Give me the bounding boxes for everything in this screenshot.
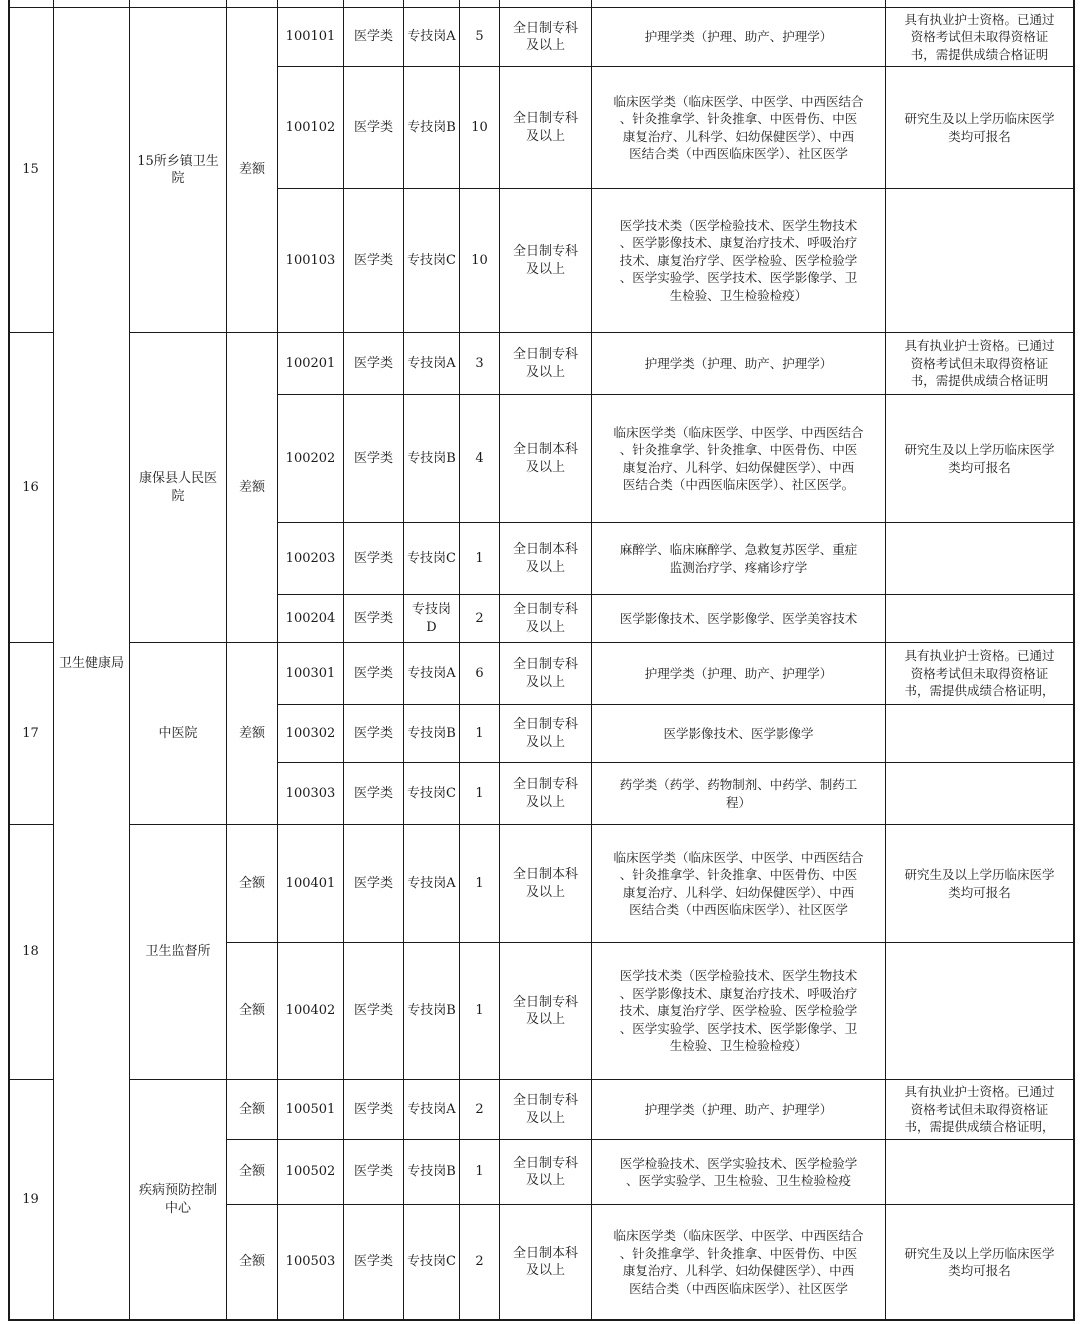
- category-cell: 医学类: [344, 705, 404, 763]
- serial-number-cell: 18: [8, 825, 54, 1080]
- post-code-cell: 100301: [278, 643, 344, 705]
- post-type-cell: 专技岗B: [404, 705, 460, 763]
- previous-row-stub: [54, 0, 130, 8]
- post-code-cell: 100102: [278, 67, 344, 189]
- major-cell: 医学技术类（医学检验技术、医学生物技术 、医学影像技术、康复治疗技术、呼吸治疗 技术、康复治疗学、医学检验、医学检验学 、医学实验学、医学技术、医学影像学、卫 生检验、卫生检验检疫）: [592, 943, 886, 1080]
- category-cell: 医学类: [344, 1080, 404, 1140]
- education-cell: 全日制本科 及以上: [500, 395, 592, 523]
- previous-row-stub: [130, 0, 227, 8]
- post-code-cell: 100204: [278, 595, 344, 643]
- funding-type-cell: 差额: [227, 643, 278, 825]
- major-cell: 药学类（药学、药物制剂、中药学、制药工 程）: [592, 763, 886, 825]
- education-cell: 全日制专科 及以上: [500, 189, 592, 333]
- funding-type-cell: 全额: [227, 1080, 278, 1140]
- department-cell: 卫生健康局: [54, 8, 130, 1320]
- headcount-cell: 1: [460, 763, 500, 825]
- major-cell: 临床医学类（临床医学、中医学、中西医结合 、针灸推拿学、针灸推拿、中医骨伤、中医 康复治疗、儿科学、妇幼保健医学）、中西 医结合类（中西医临床医学）、社区医学: [592, 67, 886, 189]
- previous-row-stub: [886, 0, 1074, 8]
- previous-row-stub: [8, 0, 54, 8]
- unit-name-cell: 中医院: [130, 643, 227, 825]
- headcount-cell: 4: [460, 395, 500, 523]
- post-code-cell: 100502: [278, 1140, 344, 1205]
- education-cell: 全日制专科 及以上: [500, 67, 592, 189]
- serial-number-cell: 16: [8, 333, 54, 643]
- remark-cell: [886, 763, 1074, 825]
- category-cell: 医学类: [344, 189, 404, 333]
- funding-type-cell: 全额: [227, 943, 278, 1080]
- post-type-cell: 专技岗C: [404, 1205, 460, 1320]
- previous-row-stub: [500, 0, 592, 8]
- education-cell: 全日制本科 及以上: [500, 1205, 592, 1320]
- major-cell: 护理学类（护理、助产、护理学）: [592, 1080, 886, 1140]
- remark-cell: 研究生及以上学历临床医学 类均可报名: [886, 395, 1074, 523]
- remark-cell: 研究生及以上学历临床医学 类均可报名: [886, 67, 1074, 189]
- headcount-cell: 1: [460, 705, 500, 763]
- serial-number-cell: 17: [8, 643, 54, 825]
- headcount-cell: 2: [460, 1205, 500, 1320]
- education-cell: 全日制专科 及以上: [500, 8, 592, 67]
- post-type-cell: 专技岗A: [404, 333, 460, 395]
- unit-name-cell: 15所乡镇卫生 院: [130, 8, 227, 333]
- education-cell: 全日制本科 及以上: [500, 523, 592, 595]
- remark-cell: 具有执业护士资格。已通过 资格考试但未取得资格证 书，需提供成绩合格证明，: [886, 1080, 1074, 1140]
- post-type-cell: 专技岗B: [404, 943, 460, 1080]
- funding-type-cell: 差额: [227, 333, 278, 643]
- post-code-cell: 100401: [278, 825, 344, 943]
- major-cell: 医学检验技术、医学实验技术、医学检验学 、医学实验学、卫生检验、卫生检验检疫: [592, 1140, 886, 1205]
- category-cell: 医学类: [344, 333, 404, 395]
- education-cell: 全日制专科 及以上: [500, 643, 592, 705]
- previous-row-stub: [592, 0, 886, 8]
- post-type-cell: 专技岗B: [404, 395, 460, 523]
- remark-cell: 研究生及以上学历临床医学 类均可报名: [886, 825, 1074, 943]
- post-type-cell: 专技岗A: [404, 825, 460, 943]
- major-cell: 护理学类（护理、助产、护理学）: [592, 8, 886, 67]
- education-cell: 全日制专科 及以上: [500, 705, 592, 763]
- headcount-cell: 6: [460, 643, 500, 705]
- remark-cell: [886, 705, 1074, 763]
- post-code-cell: 100201: [278, 333, 344, 395]
- major-cell: 临床医学类（临床医学、中医学、中西医结合 、针灸推拿学、针灸推拿、中医骨伤、中医 康复治疗、儿科学、妇幼保健医学）、中西 医结合类（中西医临床医学）、社区医学: [592, 1205, 886, 1320]
- post-code-cell: 100101: [278, 8, 344, 67]
- post-type-cell: 专技岗C: [404, 189, 460, 333]
- post-code-cell: 100303: [278, 763, 344, 825]
- category-cell: 医学类: [344, 763, 404, 825]
- unit-name-cell: 疾病预防控制 中心: [130, 1080, 227, 1320]
- post-type-cell: 专技岗B: [404, 67, 460, 189]
- post-type-cell: 专技岗A: [404, 643, 460, 705]
- remark-cell: [886, 189, 1074, 333]
- post-type-cell: 专技岗B: [404, 1140, 460, 1205]
- major-cell: 医学技术类（医学检验技术、医学生物技术 、医学影像技术、康复治疗技术、呼吸治疗 技术、康复治疗学、医学检验、医学检验学 、医学实验学、医学技术、医学影像学、卫 生检验、卫生检验检疫）: [592, 189, 886, 333]
- post-code-cell: 100203: [278, 523, 344, 595]
- education-cell: 全日制专科 及以上: [500, 333, 592, 395]
- remark-cell: [886, 943, 1074, 1080]
- category-cell: 医学类: [344, 1140, 404, 1205]
- category-cell: 医学类: [344, 595, 404, 643]
- remark-cell: 研究生及以上学历临床医学 类均可报名: [886, 1205, 1074, 1320]
- major-cell: 医学影像技术、医学影像学: [592, 705, 886, 763]
- remark-cell: [886, 595, 1074, 643]
- category-cell: 医学类: [344, 67, 404, 189]
- post-code-cell: 100503: [278, 1205, 344, 1320]
- post-code-cell: 100202: [278, 395, 344, 523]
- funding-type-cell: 全额: [227, 825, 278, 943]
- remark-cell: [886, 1140, 1074, 1205]
- unit-name-cell: 康保县人民医 院: [130, 333, 227, 643]
- education-cell: 全日制专科 及以上: [500, 1140, 592, 1205]
- category-cell: 医学类: [344, 1205, 404, 1320]
- post-type-cell: 专技岗C: [404, 763, 460, 825]
- major-cell: 护理学类（护理、助产、护理学）: [592, 333, 886, 395]
- category-cell: 医学类: [344, 8, 404, 67]
- remark-cell: 具有执业护士资格。已通过 资格考试但未取得资格证 书，需提供成绩合格证明: [886, 8, 1074, 67]
- previous-row-stub: [460, 0, 500, 8]
- previous-row-stub: [344, 0, 404, 8]
- funding-type-cell: 差额: [227, 8, 278, 333]
- category-cell: 医学类: [344, 943, 404, 1080]
- post-type-cell: 专技岗A: [404, 8, 460, 67]
- headcount-cell: 10: [460, 189, 500, 333]
- education-cell: 全日制专科 及以上: [500, 943, 592, 1080]
- funding-type-cell: 全额: [227, 1205, 278, 1320]
- post-type-cell: 专技岗D: [404, 595, 460, 643]
- headcount-cell: 1: [460, 943, 500, 1080]
- education-cell: 全日制专科 及以上: [500, 1080, 592, 1140]
- remark-cell: [886, 523, 1074, 595]
- major-cell: 临床医学类（临床医学、中医学、中西医结合 、针灸推拿学、针灸推拿、中医骨伤、中医 康复治疗、儿科学、妇幼保健医学）、中西 医结合类（中西医临床医学）、社区医学: [592, 825, 886, 943]
- headcount-cell: 3: [460, 333, 500, 395]
- category-cell: 医学类: [344, 825, 404, 943]
- major-cell: 临床医学类（临床医学、中医学、中西医结合 、针灸推拿学、针灸推拿、中医骨伤、中医 康复治疗、儿科学、妇幼保健医学）、中西 医结合类（中西医临床医学）、社区医学。: [592, 395, 886, 523]
- previous-row-stub: [278, 0, 344, 8]
- headcount-cell: 1: [460, 523, 500, 595]
- headcount-cell: 1: [460, 1140, 500, 1205]
- headcount-cell: 1: [460, 825, 500, 943]
- funding-type-cell: 全额: [227, 1140, 278, 1205]
- unit-name-cell: 卫生监督所: [130, 825, 227, 1080]
- remark-cell: 具有执业护士资格。已通过 资格考试但未取得资格证 书，需提供成绩合格证明: [886, 333, 1074, 395]
- serial-number-cell: 15: [8, 8, 54, 333]
- post-type-cell: 专技岗C: [404, 523, 460, 595]
- headcount-cell: 2: [460, 1080, 500, 1140]
- post-type-cell: 专技岗A: [404, 1080, 460, 1140]
- category-cell: 医学类: [344, 523, 404, 595]
- category-cell: 医学类: [344, 395, 404, 523]
- headcount-cell: 10: [460, 67, 500, 189]
- previous-row-stub: [227, 0, 278, 8]
- previous-row-stub: [404, 0, 460, 8]
- headcount-cell: 2: [460, 595, 500, 643]
- post-code-cell: 100103: [278, 189, 344, 333]
- category-cell: 医学类: [344, 643, 404, 705]
- major-cell: 护理学类（护理、助产、护理学）: [592, 643, 886, 705]
- post-code-cell: 100402: [278, 943, 344, 1080]
- education-cell: 全日制本科 及以上: [500, 825, 592, 943]
- education-cell: 全日制专科 及以上: [500, 595, 592, 643]
- headcount-cell: 5: [460, 8, 500, 67]
- post-code-cell: 100302: [278, 705, 344, 763]
- serial-number-cell: 19: [8, 1080, 54, 1320]
- education-cell: 全日制专科 及以上: [500, 763, 592, 825]
- post-code-cell: 100501: [278, 1080, 344, 1140]
- remark-cell: 具有执业护士资格。已通过 资格考试但未取得资格证 书，需提供成绩合格证明，: [886, 643, 1074, 705]
- major-cell: 麻醉学、临床麻醉学、急救复苏医学、重症 监测治疗学、疼痛诊疗学: [592, 523, 886, 595]
- major-cell: 医学影像技术、医学影像学、医学美容技术: [592, 595, 886, 643]
